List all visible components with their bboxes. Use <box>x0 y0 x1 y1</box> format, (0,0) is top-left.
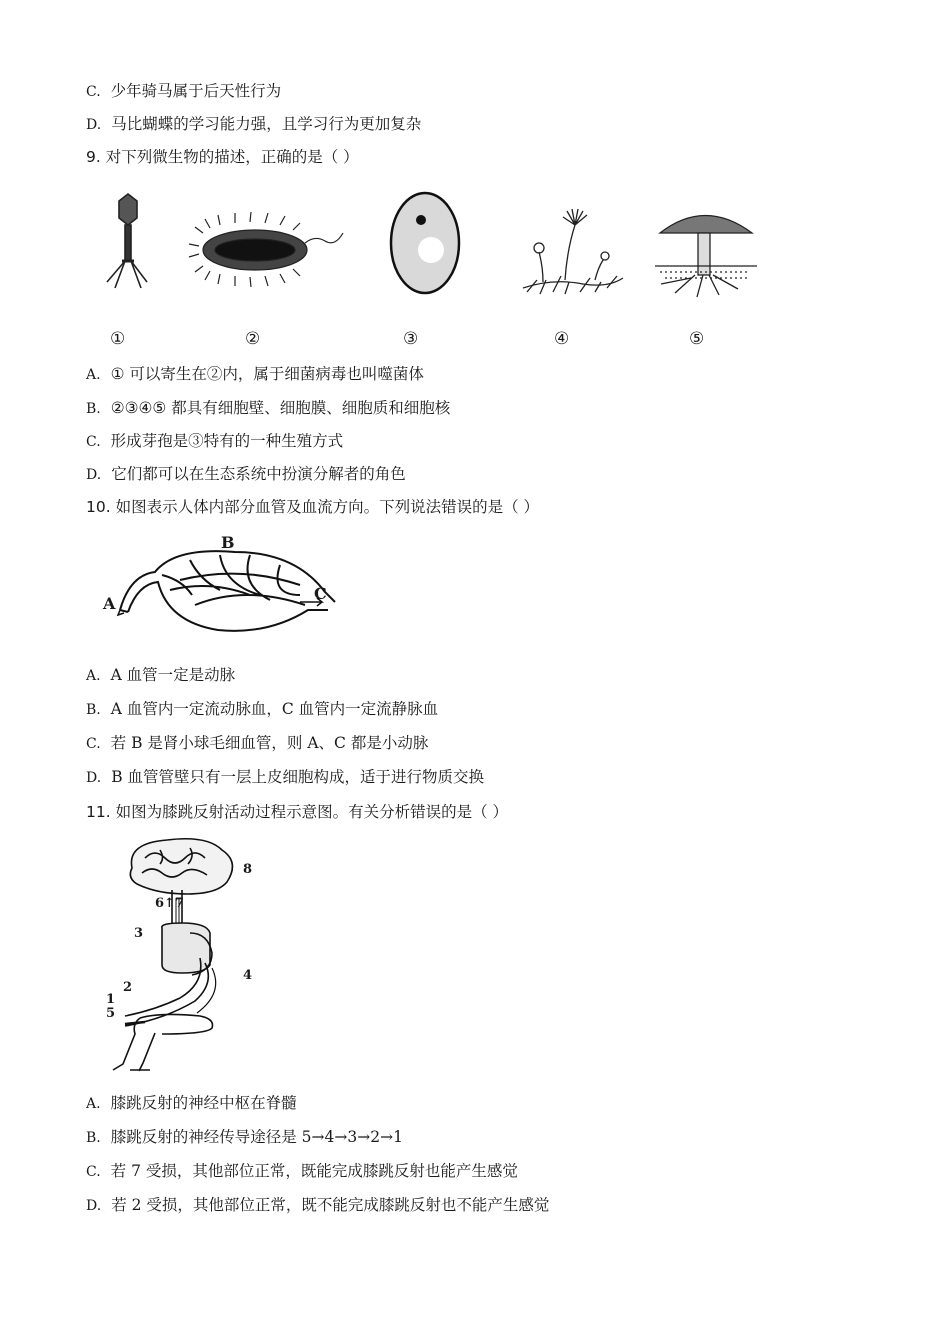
option-text: ① 可以寄生在②内，属于细菌病毒也叫噬菌体 <box>110 365 424 383</box>
reflex-label-6-7: 6↑7 <box>155 896 184 911</box>
reflex-label-1: 1 <box>106 992 116 1007</box>
option-text: 若 B 是肾小球毛细血管，则 A、C 都是小动脉 <box>110 734 429 752</box>
option-text: 马比蝴蝶的学习能力强，且学习行为更加复杂 <box>111 115 422 133</box>
q11-option-b <box>86 1126 403 1149</box>
reflex-label-2: 2 <box>123 980 133 995</box>
q10-option-a <box>86 664 235 687</box>
reflex-label-5: 5 <box>106 1006 116 1021</box>
question-number: 9. <box>86 148 101 166</box>
q9-option-b <box>86 397 450 420</box>
option-letter: C. <box>86 736 101 752</box>
mushroom-drawing <box>655 216 757 298</box>
option-text: B 血管管壁只有一层上皮细胞构成，适于进行物质交换 <box>111 768 485 786</box>
q11-stem <box>86 801 508 823</box>
option-text: 形成芽孢是③特有的一种生殖方式 <box>110 432 344 450</box>
option-text: 它们都可以在生态系统中扮演分解者的角色 <box>111 465 406 483</box>
question-text: 对下列微生物的描述，正确的是（ ） <box>105 148 359 166</box>
q10-option-c <box>86 732 428 755</box>
q9-option-d <box>86 463 406 486</box>
vessel-label-a: A <box>103 594 116 613</box>
option-letter: B. <box>86 401 101 417</box>
option-letter: A. <box>86 668 101 684</box>
option-letter: A. <box>86 1096 101 1112</box>
option-letter: D. <box>86 1198 102 1214</box>
q11-option-a <box>86 1092 297 1115</box>
option-letter: A. <box>86 367 101 383</box>
option-letter: C. <box>86 434 101 450</box>
reflex-label-8: 8 <box>243 862 253 877</box>
blood-vessel-figure <box>100 530 340 640</box>
q10-option-b <box>86 698 438 721</box>
q9-option-a <box>86 363 424 386</box>
yeast-cell-drawing <box>391 193 459 293</box>
option-text: 若 2 受损，其他部位正常，既不能完成膝跳反射也不能产生感觉 <box>111 1196 550 1214</box>
option-text: A 血管内一定流动脉血，C 血管内一定流静脉血 <box>110 700 439 718</box>
bacteriophage-drawing <box>107 194 147 288</box>
microbe-label-4: ④ <box>554 329 570 349</box>
vessel-label-b: B <box>221 533 235 552</box>
option-letter: D. <box>86 770 102 786</box>
q9-stem <box>86 146 359 168</box>
option-letter: D. <box>86 467 102 483</box>
question-text: 如图表示人体内部分血管及血流方向。下列说法错误的是（ ） <box>115 498 540 516</box>
microbe-label-1: ① <box>110 329 126 349</box>
q10-option-d <box>86 766 484 789</box>
option-letter: B. <box>86 702 101 718</box>
q8-option-c <box>86 80 281 103</box>
option-letter: C. <box>86 84 101 100</box>
option-text: 膝跳反射的神经传导途径是 5→4→3→2→1 <box>110 1128 403 1146</box>
question-number: 10. <box>86 498 111 516</box>
option-text: 膝跳反射的神经中枢在脊髓 <box>110 1094 297 1112</box>
option-text: A 血管一定是动脉 <box>110 666 236 684</box>
microbe-label-2: ② <box>245 329 261 349</box>
mold-drawing <box>523 209 623 294</box>
option-letter: B. <box>86 1130 101 1146</box>
option-text: 若 7 受损，其他部位正常，既能完成膝跳反射也能产生感觉 <box>110 1162 518 1180</box>
q8-option-d <box>86 113 421 136</box>
microbe-label-5: ⑤ <box>689 329 705 349</box>
question-number: 11. <box>86 803 111 821</box>
reflex-label-4: 4 <box>243 968 253 983</box>
q9-option-c <box>86 430 343 453</box>
option-letter: C. <box>86 1164 101 1180</box>
microbes-figure <box>95 188 775 308</box>
microbe-label-3: ③ <box>403 329 419 349</box>
reflex-label-3: 3 <box>134 926 144 941</box>
bacterium-drawing <box>189 212 343 287</box>
vessel-label-c: C <box>314 584 327 603</box>
q11-option-c <box>86 1160 518 1183</box>
question-text: 如图为膝跳反射活动过程示意图。有关分析错误的是（ ） <box>115 803 509 821</box>
option-text: ②③④⑤ 都具有细胞壁、细胞膜、细胞质和细胞核 <box>110 399 451 417</box>
q10-stem <box>86 496 539 518</box>
option-text: 少年骑马属于后天性行为 <box>110 82 282 100</box>
option-letter: D. <box>86 117 102 133</box>
q11-option-d <box>86 1194 549 1217</box>
